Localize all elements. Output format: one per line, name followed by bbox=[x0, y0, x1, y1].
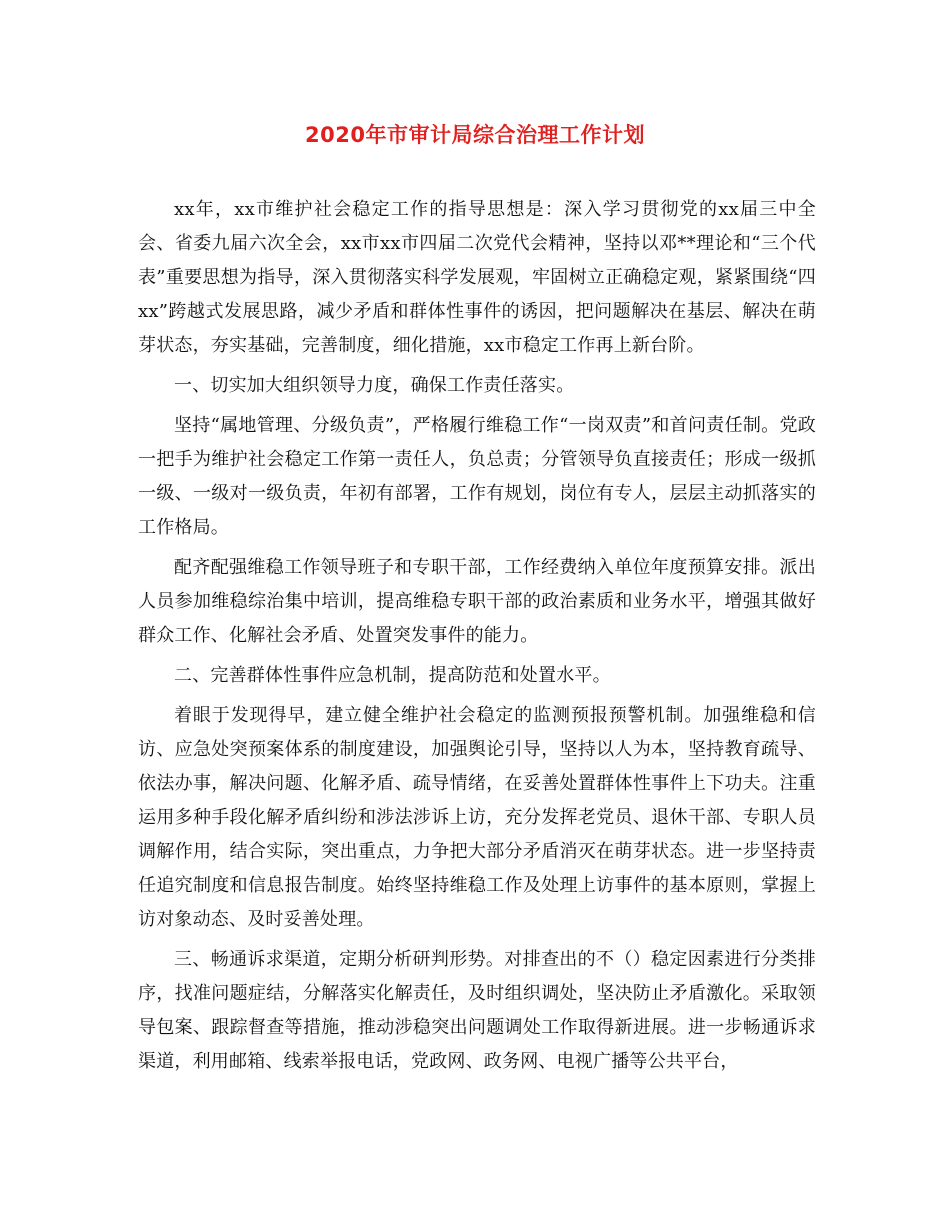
document-body bbox=[138, 193, 816, 1085]
paragraph-early-warning: 着眼于发现得早，建立健全维护社会稳定的监测预报预警机制。加强维稳和信访、应急处突预案体系的制度建设，加强舆论引导，坚持以人为本，坚持教育疏导、依法办事，解决问题、化解矛盾、疏导情绪，在妥善处置群体性事件上下功夫。注重运用多种手段化解矛盾纠纷和涉法涉诉上访，充分发挥老党员、退休干部、专职人员调解作用，结合实际，突出重点，力争把大部分矛盾消灭在萌芽状态。进一步坚持责任追究制度和信息报告制度。始终坚持维稳工作及处理上访事件的基本原则，掌握上访对象动态、及时妥善处理。 bbox=[138, 705, 816, 930]
section-heading-1: 一、切实加大组织领导力度，确保工作责任落实。 bbox=[174, 375, 575, 396]
paragraph-guiding-ideology: xx年，xx市维护社会稳定工作的指导思想是：深入学习贯彻党的xx届三中全会、省委九届六次全会，xx市xx市四届二次党代会精神，坚持以邓**理论和“三个代表”重要思想为指导，深入贯彻落实科学发展观，牢固树立正确稳定观，紧紧围绕“四xx”跨越式发展思路，减少矛盾和群体性事件的诱因，把问题解决在基层、解决在萌芽状态，夯实基础，完善制度，细化措施，xx市稳定工作再上新台阶。 bbox=[138, 199, 816, 356]
section-heading-2: 二、完善群体性事件应急机制，提高防范和处置水平。 bbox=[174, 665, 611, 686]
document-title: 2020年市审计局综合治理工作计划 bbox=[305, 123, 645, 147]
paragraph-section-3: 三、畅通诉求渠道，定期分析研判形势。对排查出的不（）稳定因素进行分类排序，找准问题症结，分解落实化解责任，及时组织调处，坚决防止矛盾激化。采取领导包案、跟踪督查等措施，推动涉稳突出问题调处工作取得新进展。进一步畅通诉求渠道，利用邮箱、线索举报电话，党政网、政务网、电视广播等公共平台， bbox=[138, 949, 816, 1072]
paragraph-responsibility: 坚持“属地管理、分级负责”，严格履行维稳工作“一岗双责”和首问责任制。党政一把手为维护社会稳定工作第一责任人，负总责；分管领导负直接责任；形成一级抓一级、一级对一级负责，年初有部署，工作有规划，岗位有专人，层层主动抓落实的工作格局。 bbox=[138, 415, 816, 538]
paragraph-staffing: 配齐配强维稳工作领导班子和专职干部，工作经费纳入单位年度预算安排。派出人员参加维稳综治集中培训，提高维稳专职干部的政治素质和业务水平，增强其做好群众工作、化解社会矛盾、处置突发事件的能力。 bbox=[138, 557, 816, 646]
